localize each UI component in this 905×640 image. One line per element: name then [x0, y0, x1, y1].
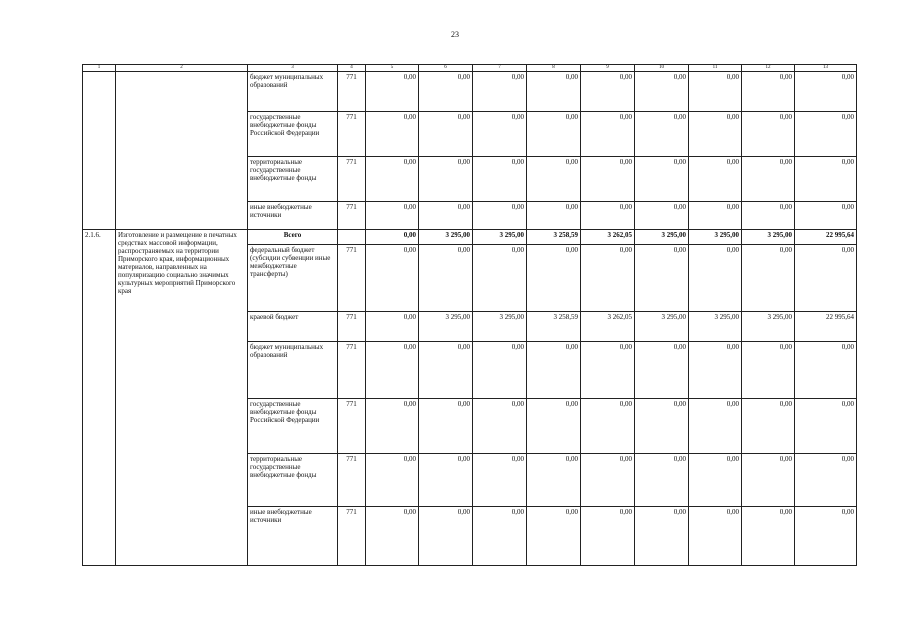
amount-cell: 0,00 — [581, 157, 635, 202]
amount-cell: 0,00 — [581, 72, 635, 112]
description-cell — [116, 72, 248, 230]
amount-cell: 0,00 — [742, 72, 795, 112]
amount-cell: 3 295,00 — [635, 312, 689, 342]
amount-cell: 0,00 — [366, 202, 419, 230]
amount-cell: 3 295,00 — [742, 230, 795, 245]
amount-cell: 0,00 — [742, 245, 795, 312]
amount-cell: 0,00 — [527, 245, 581, 312]
amount-cell: 0,00 — [527, 157, 581, 202]
amount-cell: 3 295,00 — [689, 312, 742, 342]
amount-cell: 3 295,00 — [635, 230, 689, 245]
amount-cell: 0,00 — [689, 72, 742, 112]
amount-cell: 22 995,64 — [795, 312, 857, 342]
amount-cell: 0,00 — [635, 399, 689, 454]
amount-cell: 0,00 — [689, 245, 742, 312]
column-number: 6 — [419, 65, 473, 72]
funding-source: территориальные государственные внебюджетные фонды — [248, 454, 338, 507]
amount-cell: 0,00 — [473, 507, 527, 566]
amount-cell: 3 262,05 — [581, 312, 635, 342]
amount-cell: 0,00 — [581, 245, 635, 312]
funding-source: государственные внебюджетные фонды Российской Федерации — [248, 399, 338, 454]
amount-cell: 0,00 — [742, 342, 795, 399]
funding-source: федеральный бюджет (субсидии субвенции иные межбюджетные трансферты) — [248, 245, 338, 312]
amount-cell: 0,00 — [366, 230, 419, 245]
amount-cell: 0,00 — [419, 454, 473, 507]
amount-cell: 0,00 — [527, 399, 581, 454]
amount-cell: 0,00 — [419, 245, 473, 312]
amount-cell: 0,00 — [689, 157, 742, 202]
amount-cell: 0,00 — [581, 454, 635, 507]
amount-cell: 0,00 — [689, 112, 742, 157]
column-number: 10 — [635, 65, 689, 72]
amount-cell: 3 258,59 — [527, 230, 581, 245]
amount-cell: 3 295,00 — [473, 312, 527, 342]
amount-cell: 0,00 — [366, 245, 419, 312]
budget-code: 771 — [338, 507, 366, 566]
amount-cell: 0,00 — [795, 202, 857, 230]
funding-source: бюджет муниципальных образований — [248, 342, 338, 399]
funding-source: государственные внебюджетные фонды Российской Федерации — [248, 112, 338, 157]
item-description: Изготовление и размещение в печатных средствах массовой информации, распространяемых на территории Приморского края, информационных материалов, направленных на популяризацию социально значимых культурных мероприятий Приморского края — [116, 230, 248, 566]
amount-cell: 0,00 — [419, 507, 473, 566]
amount-cell: 3 295,00 — [689, 230, 742, 245]
amount-cell: 3 295,00 — [419, 230, 473, 245]
amount-cell: 0,00 — [473, 157, 527, 202]
amount-cell: 0,00 — [366, 112, 419, 157]
amount-cell: 3 262,05 — [581, 230, 635, 245]
item-number: 2.1.6. — [83, 230, 116, 566]
column-number: 2 — [116, 65, 248, 72]
amount-cell: 0,00 — [366, 454, 419, 507]
amount-cell: 0,00 — [366, 312, 419, 342]
amount-cell: 0,00 — [527, 202, 581, 230]
amount-cell: 0,00 — [473, 202, 527, 230]
amount-cell: 0,00 — [366, 399, 419, 454]
column-number: 12 — [742, 65, 795, 72]
amount-cell: 0,00 — [635, 342, 689, 399]
amount-cell: 0,00 — [419, 157, 473, 202]
amount-cell: 0,00 — [581, 399, 635, 454]
amount-cell: 0,00 — [473, 342, 527, 399]
amount-cell: 0,00 — [581, 507, 635, 566]
amount-cell: 0,00 — [419, 112, 473, 157]
row-number-cell — [83, 72, 116, 230]
column-number: 11 — [689, 65, 742, 72]
funding-source: краевой бюджет — [248, 312, 338, 342]
budget-code: 771 — [338, 112, 366, 157]
budget-code: 771 — [338, 399, 366, 454]
amount-cell: 0,00 — [581, 202, 635, 230]
amount-cell: 0,00 — [419, 399, 473, 454]
amount-cell: 0,00 — [419, 72, 473, 112]
amount-cell: 0,00 — [742, 399, 795, 454]
amount-cell: 0,00 — [473, 245, 527, 312]
amount-cell: 0,00 — [742, 202, 795, 230]
amount-cell: 22 995,64 — [795, 230, 857, 245]
amount-cell: 0,00 — [581, 342, 635, 399]
amount-cell: 0,00 — [366, 72, 419, 112]
amount-cell: 0,00 — [366, 507, 419, 566]
amount-cell: 0,00 — [689, 399, 742, 454]
amount-cell: 0,00 — [635, 112, 689, 157]
amount-cell: 0,00 — [527, 454, 581, 507]
budget-code: 771 — [338, 245, 366, 312]
amount-cell: 0,00 — [419, 202, 473, 230]
amount-cell: 0,00 — [635, 157, 689, 202]
budget-code: 771 — [338, 454, 366, 507]
amount-cell: 0,00 — [795, 245, 857, 312]
amount-cell: 0,00 — [742, 454, 795, 507]
budget-code: 771 — [338, 157, 366, 202]
amount-cell: 0,00 — [795, 342, 857, 399]
amount-cell: 0,00 — [473, 72, 527, 112]
amount-cell: 0,00 — [795, 112, 857, 157]
amount-cell: 0,00 — [635, 202, 689, 230]
continuation-rows — [83, 72, 857, 230]
amount-cell: 0,00 — [795, 507, 857, 566]
budget-table — [82, 64, 857, 566]
column-number: 1 — [83, 65, 116, 72]
amount-cell: 3 258,59 — [527, 312, 581, 342]
total-row — [83, 230, 857, 245]
column-number-row — [83, 65, 857, 72]
column-number: 9 — [581, 65, 635, 72]
amount-cell: 0,00 — [689, 342, 742, 399]
table-row — [83, 72, 857, 112]
amount-cell: 0,00 — [795, 454, 857, 507]
amount-cell: 0,00 — [527, 112, 581, 157]
funding-source: территориальные государственные внебюджетные фонды — [248, 157, 338, 202]
amount-cell: 0,00 — [635, 72, 689, 112]
amount-cell: 0,00 — [635, 454, 689, 507]
amount-cell: 0,00 — [366, 157, 419, 202]
amount-cell: 0,00 — [527, 72, 581, 112]
amount-cell: 0,00 — [795, 157, 857, 202]
amount-cell: 0,00 — [689, 454, 742, 507]
budget-code — [338, 230, 366, 245]
budget-code: 771 — [338, 312, 366, 342]
budget-code: 771 — [338, 342, 366, 399]
amount-cell: 0,00 — [795, 72, 857, 112]
column-number: 7 — [473, 65, 527, 72]
item-rows — [83, 230, 857, 566]
amount-cell: 0,00 — [473, 399, 527, 454]
column-number: 13 — [795, 65, 857, 72]
amount-cell: 0,00 — [635, 245, 689, 312]
amount-cell: 3 295,00 — [473, 230, 527, 245]
column-number: 3 — [248, 65, 338, 72]
budget-code: 771 — [338, 202, 366, 230]
amount-cell: 0,00 — [689, 507, 742, 566]
column-number: 8 — [527, 65, 581, 72]
amount-cell: 0,00 — [527, 507, 581, 566]
amount-cell: 0,00 — [689, 202, 742, 230]
funding-source: иные внебюджетные источники — [248, 507, 338, 566]
amount-cell: 0,00 — [581, 112, 635, 157]
page-number: 23 — [451, 30, 459, 39]
amount-cell: 0,00 — [419, 342, 473, 399]
amount-cell: 3 295,00 — [742, 312, 795, 342]
amount-cell: 0,00 — [473, 454, 527, 507]
amount-cell: 0,00 — [742, 507, 795, 566]
amount-cell: 0,00 — [795, 399, 857, 454]
amount-cell: 0,00 — [635, 507, 689, 566]
column-number: 5 — [366, 65, 419, 72]
funding-source: Всего — [248, 230, 338, 245]
amount-cell: 3 295,00 — [419, 312, 473, 342]
amount-cell: 0,00 — [366, 342, 419, 399]
column-number: 4 — [338, 65, 366, 72]
amount-cell: 0,00 — [742, 112, 795, 157]
amount-cell: 0,00 — [473, 112, 527, 157]
budget-code: 771 — [338, 72, 366, 112]
amount-cell: 0,00 — [742, 157, 795, 202]
amount-cell: 0,00 — [527, 342, 581, 399]
funding-source: бюджет муниципальных образований — [248, 72, 338, 112]
funding-source: иные внебюджетные источники — [248, 202, 338, 230]
